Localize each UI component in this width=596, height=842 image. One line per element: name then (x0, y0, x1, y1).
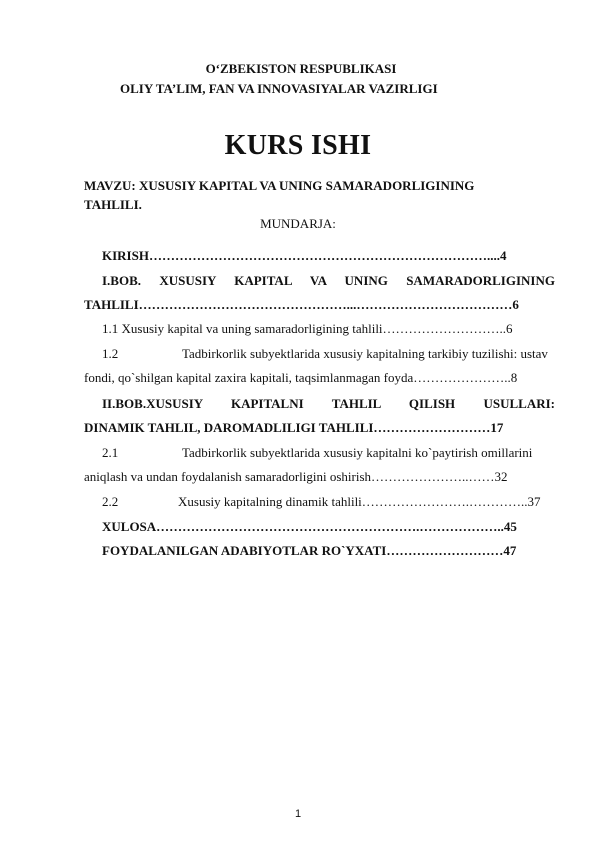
topic-line-1: MAVZU: XUSUSIY KAPITAL VA UNING SAMARADORLIGINING (84, 178, 475, 193)
toc-entry-section-2-2[interactable] (84, 494, 555, 510)
section-title: Tadbirkorlik subyektlarida xususiy kapitalning tarkibiy tuzilishi: ustav (182, 346, 548, 361)
toc-entry-adabiyotlar[interactable]: FOYDALANILGAN ADABIYOTLAR RO`YXATI………………………47 (102, 543, 517, 558)
toc-entry-chapter2-line2[interactable]: DINAMIK TAHLIL, DAROMADLILIGI TAHLILI………………………17 (84, 420, 504, 435)
document-title: KURS ISHI (224, 130, 372, 161)
toc-entry-chapter2-line1[interactable]: II.BOB.XUSUSIY KAPITALNI TAHLIL QILISH USULLARI: (102, 396, 555, 411)
ministry-name-line: OLIY TA’LIM, FAN VA INNOVASIYALAR VAZIRLIGI (120, 81, 438, 96)
toc-entry-chapter1-line1[interactable]: I.BOB. XUSUSIY KAPITAL VA UNING SAMARADORLIGINING (102, 273, 555, 288)
toc-entry-section-1-2-line1[interactable] (84, 346, 555, 362)
ministry-country-line: O‘ZBEKISTON RESPUBLIKASI (205, 61, 397, 76)
toc-entry-section-1-2-line2[interactable]: fondi, qo`shilgan kapital zaxira kapitali, taqsimlanmagan foyda…………………..8 (84, 370, 518, 385)
toc-entry-chapter1-line2[interactable]: TAHLILI…………………………………………...………………………………6 (84, 297, 519, 312)
section-number: 2.2 (102, 494, 119, 509)
topic-block (84, 176, 524, 214)
section-number: 2.1 (102, 445, 119, 460)
section-title: Tadbirkorlik subyektlarida xususiy kapitalni ko`paytirish omillarini (182, 445, 533, 460)
toc-heading: MUNDARJA: (260, 216, 336, 231)
toc-entry-section-1-1[interactable]: 1.1 Xususiy kapital va uning samaradorligining tahlili………………………..6 (102, 321, 513, 336)
section-title: Xususiy kapitalning dinamik tahlili…………………….…………..37 (178, 494, 541, 509)
page-number: 1 (294, 808, 302, 820)
toc-entry-section-2-1-line2[interactable]: aniqlash va undan foydalanish samaradorligini oshirish…………………..……32 (84, 469, 508, 484)
toc-entry-section-2-1-line1[interactable] (84, 445, 555, 461)
section-number: 1.2 (102, 346, 119, 361)
toc-entry-kirish[interactable]: KIRISH……………………………………………………………………....4 (102, 248, 507, 263)
toc-entry-xulosa[interactable]: XULOSA…………………………………………………….………………..45 (102, 519, 517, 534)
topic-line-2: TAHLILI. (84, 197, 142, 212)
